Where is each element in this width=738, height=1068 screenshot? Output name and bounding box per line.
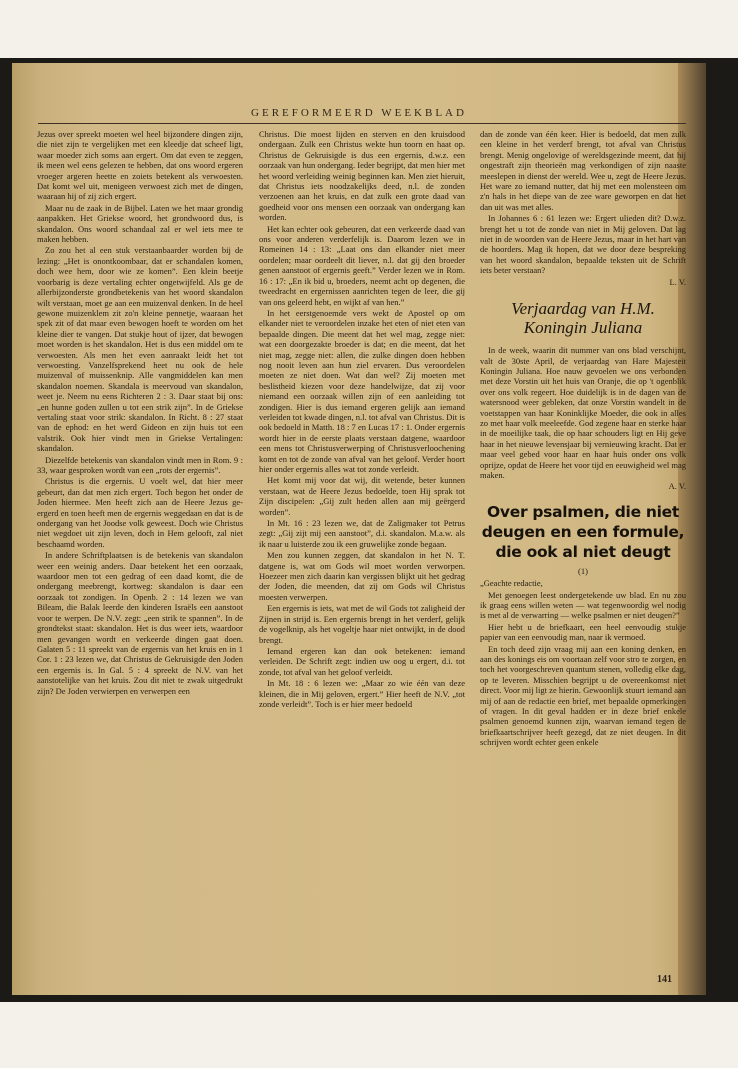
paragraph: In Mt. 16 : 23 lezen we, dat de Zaligmaker tot Petrus zegt: „Gij zijt mij een aanstoot”, d.i. skandalon. M.a.w. als ik naar u luisterde zou ik een gruwelijke zonde begaan. — [259, 518, 465, 549]
signature: A. V. — [668, 481, 686, 492]
text-column-1 — [37, 129, 243, 989]
page-number: 141 — [657, 974, 672, 985]
signature: L. V. — [669, 276, 686, 287]
paragraph: In Johannes 6 : 61 lezen we: Ergert ulieden dit? D.w.z. brengt het u tot de zonde van niet in Mij geloven. Dat lag niet in de woorden van de Heere Jezus, maar in het hart van de hoorders. Mag ik hopen, dat we door deze bespreking van het woord skandalon, bepaalde teksten uit de Schrift iets beter verstaan? — [480, 213, 686, 276]
paragraph: Hier hebt u de briefkaart, een heel eenvoudig stukje papier van een eenvoudig man, naar ik vermoed. — [480, 621, 686, 643]
paragraph: En toch deed zijn vraag mij aan een koning denken, en aan des konings eis om voortaan zelf voor stro te zorgen, en toch het voorgeschreven quantum stenen, volledig elke dag, op te leveren. Misschien begrijpt u de overeenkomst niet direct. Voor mij ligt ze hierin. Gewoonlijk stuurt iemand aan mij of aan de redactie een brief, met bepaalde opmerkingen of vragen. In dit geval hadden er in deze brief enkele psalmen genoemd kunnen zijn, waarvan iemand tegen de briefkaartschrijver heeft gezegd, dat ze niet deugen. In dit schrijven wordt echter geen enkele — [480, 643, 686, 748]
paragraph: In Mt. 18 : 6 lezen we: „Maar zo wie één van deze kleinen, die in Mij geloven, ergert.” Hier heeft de N.V. „tot zonde verleidt”. Toch is er hier meer bedoeld — [259, 678, 465, 709]
text-column-2 — [259, 129, 465, 989]
paragraph: In het eerstgenoemde vers wekt de Apostel op om elkander niet te veroordelen inzake het eten of niet eten van bepaalde dingen. Die meent dat het wel mag, zegge niet: wat een doorgezakte broeder is dat; en die meent, dat het niet mag, zegge niet: allen, die zulke dingen doen hebben nog nooit leven aan hun ziel ervaren. Dus veroordelen moeten ze niet doen. Wat dan wel? Zij moeten met beslistheid kiezen voor deze handelwijze, dat zij voor niemand een oorzaak willen zijn of een aanleiding tot zondigen. Hier is dus iemand ergeren gelijk aan iemand verleiden tot kwade dingen, n.l. tot afval van Christus. Dit is ook bedoeld in Matth. 18 : 7 en Lucas 17 : 1. Onder ergernis wordt hier in de eerste plaats verstaan datgene, waardoor een mens tot Christusverwerping of Christusverloochening komt en tot de zonde van afval van het geloof. Verder hoort hier onder ergernis alles wat tot zonde verleidt. — [259, 307, 465, 474]
paragraph: Zo zou het al een stuk verstaanbaarder worden bij de lezing: „Het is onontkoombaar, dat er schandalen komen, doch wee hem, door wie ze komen”. Een klein beetje voorbarig is deze vertaling echter ongetwijfeld. Als ge de allerbijzonderste grondbetekenis van het woord skandalon wilt verstaan, moet ge aan een muizenval denken. In de heel gewone muizenklem zit zo'n kleine pennetje, waaraan het spek zit of dat maar even bewogen hoeft te worden om het kleine dier te vangen. Dat stukje hout of ijzer, dat bewogen moet worden is het skandalon. Het is dus een middel om te verwoesten. Als men het even aanraakt leidt het tot verwoesting. Vanzelfsprekend heet nu ook de hele muizenval of muissenknip. Alle vangmiddelen kan men skandalon noemen. Skandala is meervoud van skandalon, weet je. Neem nu eens Richteren 2 : 3. Daar staat bij ons: „en hunne goden zullen u tot een strik zijn”. In de Griekse vertaling staat voor strik: skandalon. In Richt. 8 : 27 staat van de ephod: en het werd Gideon en zijn huis tot een valstrik. Ook hier vindt men in Griekse Vertalingen: skandalon. — [37, 245, 243, 454]
magazine-page — [12, 63, 706, 995]
paragraph: Een ergernis is iets, wat met de wil Gods tot zaligheid der Zijnen in strijd is. Een ergernis brengt in het verderf, gelijk de vogelknip, als het vogeltje haar niet ontwijkt, in de dood brengt. — [259, 603, 465, 645]
text-column-3 — [480, 129, 686, 989]
paragraph: Het komt mij voor dat wij, dit wetende, beter kunnen verstaan, wat de Heere Jezus bedoelde, toen Hij sprak tot Zijn discipelen: „Gij zult heden allen aan mij geërgerd worden”. — [259, 475, 465, 517]
paragraph: Iemand ergeren kan dan ook betekenen: iemand verleiden. De Schrift zegt: indien uw oog u ergert, d.i. tot zonde, tot afval van het geloof verleidt. — [259, 645, 465, 677]
paragraph: Diezelfde betekenis van skandalon vindt men in Rom. 9 : 33, waar gesproken wordt van een „rots der ergernis”. — [37, 454, 243, 475]
paragraph: Het kan echter ook gebeuren, dat een verkeerde daad van ons voor anderen verderfelijk is. Daarom lezen we in Romeinen 14 : 13: „Laat ons dan elkander niet meer oordelen; maar oordeelt dit liever, n.l. dat gij den broeder genen aanstoot of ergernis geeft.” Verder lezen we in Rom. 16 : 17: „En ik bid u, broeders, neemt acht op degenen, die tweedracht en ergernissen aanrichten tegen de leer, die gij van ons geleerd hebt, en wijkt af van hen.” — [259, 223, 465, 307]
paragraph: Maar nu de zaak in de Bijbel. Laten we het maar grondig aanpakken. Het Griekse woord, het grondwoord dus, is skandalon. Ons woord schandaal zal er wel iets mee te maken hebben. — [37, 202, 243, 245]
article-heading: Over psalmen, die niet deugen en een formule, die ook al niet deugt — [481, 502, 685, 561]
paragraph: Christus. Die moest lijden en sterven en den kruisdood ondergaan. Zulk een Christus wekte hun toorn en haat op. Christus de Gekruisigde is dus een ergernis, d.w.z. een oorzaak van hun ondergang. Ieder begrijpt, dat men hier met het woord verleiding weinig beginnen kan. Men ziet hieruit, dat Christus iets noodzakelijks deed, n.l. de zonden verzoenen aan het kruis, en dat zulk een grote daad van goedheid voor ons mensen een oorzaak van ondergang kan worden. — [259, 129, 465, 223]
paragraph: Christus is die ergernis. U voelt wel, dat hier meer gebeurt, dan dat men zich ergert. Toch begon het onder de Joden hiermee. Men heeft zich aan de Heere Jezus ge-ergerd en toen heeft men de ergernis weggedaan en dat is de ondergang van het Joodse volk geweest. Doch wie Christus niet wegdoet uit zijn leven, doch in Hem gelooft, zal niet beschaamd worden. — [37, 476, 243, 549]
article-title: Verjaardag van H.M. Koningin Juliana — [511, 299, 655, 338]
running-header: GEREFORMEERD WEEKBLAD — [251, 107, 467, 119]
header-rule — [38, 123, 686, 124]
paragraph: dan de zonde van één keer. Hier is bedoeld, dat men zulk een kleine in het verderf brengt, tot afval van Christus brengt. Menig ongelovige of wereldsgezinde meent, dat hij ongestraft zijn theorieën mag verkondigen of zijn naaste meeslepen in dienst der wereld. Wee u, zegt de Heere Jezus. Het ware zo iemand nutter, dat hij met een molensteen om z'n hals in het diepe van de zee ware geworpen en dat het dan uit was met alles. — [480, 129, 686, 212]
paragraph: In de week, waarin dit nummer van ons blad verschijnt, valt de 30ste April, de verjaardag van Hare Majesteit Koningin Juliana. Hoe nauw gevoelen we ons verbonden met deze Vorstin uit het huis van Oranje, die op 't ogenblik over ons volk regeert. Hoe duidelijk is in de dagen van de watersnood weer gebleken, dat onze Vorstin wandelt in de voetstappen van haar Koninklijke Moeder, die ook in alles zo met haar volk meeleefde. God zegene haar en sterke haar in de moeilijke taak, die op haar schouders ligt en Hij geve haar in het nieuwe levensjaar bij vernieuwing kracht. Dat er maar veel gebed voor haar en haar huis onder ons volk oprijze, opdat de Heere het voor tijd en eeuwigheid wel mag maken. — [480, 345, 686, 480]
paragraph: „Geachte redactie, — [480, 578, 543, 589]
paragraph: Jezus over spreekt moeten wel heel bijzondere dingen zijn, die niet zijn te vergelijken met een kleedje dat scheef ligt, waar moeder zich soms aan ergert. Om dat even te zeggen, ik meen wel eens gelezen te hebben, dat ons woord ergeren vroeger argeren heette en zoiets betekent als verwoesten. Dat komt wel uit, menigeen verwoest zich met de dingen, waaraan hij of zij zich ergert. — [37, 129, 243, 202]
part-number: (1) — [578, 565, 588, 576]
paragraph: In andere Schriftplaatsen is de betekenis van skandalon weer een weinig anders. Daar betekent het een oorzaak, waardoor men tot een gedrag of een daad komt, die de ondergang meebrengt, kortweg: skandalon is daar een oorzaak tot zondigen. In Openb. 2 : 14 lezen we van Bileam, die Balak leerde den kinderen Israëls een aanstoot voor te werpen. De N.V. zegt: „een strik te spannen”. In de grondtekst staat: skandalon. Het is dus weer iets, waardoor men gevangen wordt en verkeerde dingen gaat doen. Galaten 5 : 11 spreekt van de ergernis van het kruis en in 1 Cor. 1 : 23 lezen we, dat Christus de Gekruisigde den Joden een ergernis is. In Gal. 5 : 4 spreekt de N.V. van het aanstotelijke van het kruis. Zou dit niet te zwak uitgedrukt zijn? De Joden verwierpen en verwerpen een — [37, 550, 243, 696]
paragraph: Men zou kunnen zeggen, dat skandalon in het N. T. datgene is, wat om Gods wil moet worden verworpen. Hoezeer men zich daarin kan vergissen blijkt uit het gedrag der Joden, die meenden, dat zij om Gods wil Christus moesten verwerpen. — [259, 550, 465, 602]
paragraph: Met genoegen leest ondergetekende uw blad. En nu zou ik graag eens willen weten — wat tegenwoordig wel nodig is met al de verwarring — welke psalmen er niet deugen?” — [480, 589, 686, 621]
